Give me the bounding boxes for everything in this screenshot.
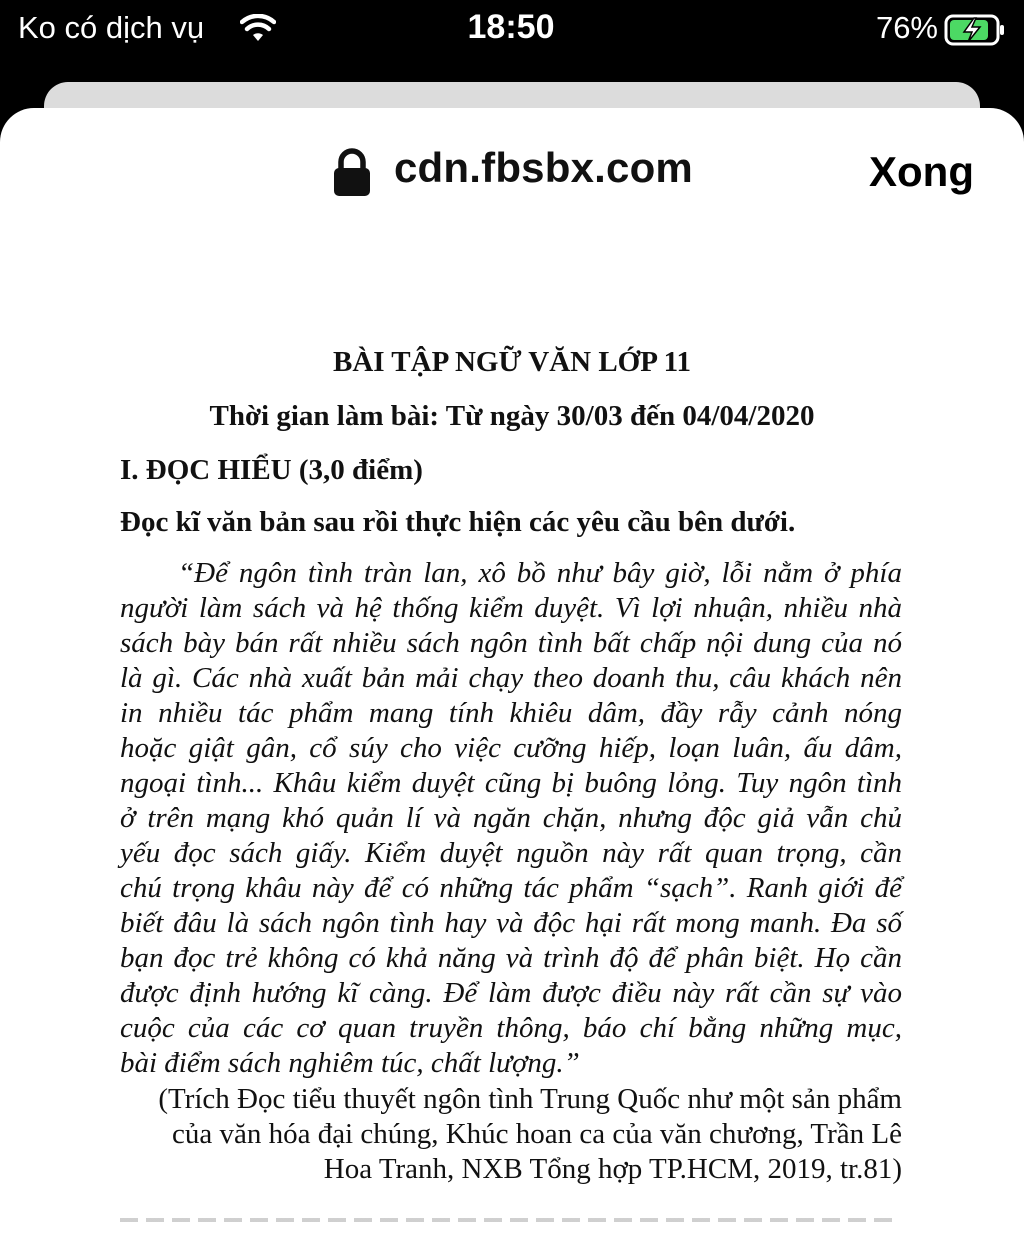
passage-line: người làm sách và hệ thống kiểm duyệt. Vì lợi nhuận, nhiều nhà [120,592,902,624]
carrier-label: Ko có dịch vụ [18,10,205,45]
url-bar[interactable] [0,138,1024,198]
citation-line: của văn hóa đại chúng, Khúc hoan ca của văn chương, Trần Lê [171,1118,902,1150]
browser-sheet [0,108,1024,1248]
clock [0,8,1024,47]
passage-line: yếu đọc sách giấy. Kiểm duyệt nguồn này rất quan trọng, cần [120,837,902,869]
passage-line: biết đâu là sách ngôn tình hay và độc hại rất mong manh. Đa số [120,907,902,939]
battery-percent: 76% [875,10,938,45]
passage-line: hoặc giật gân, cổ súy cho việc cưỡng hiếp, loạn luân, ấu dâm, [120,732,902,764]
section-heading: I. ĐỌC HIỂU (3,0 điểm) [120,454,423,486]
document-subtitle: Thời gian làm bài: Từ ngày 30/03 đến 04/04/2020 [209,400,815,432]
done-button[interactable]: Xong [869,148,974,195]
citation [120,1082,902,1187]
instruction-text: Đọc kĩ văn bản sau rồi thực hiện các yêu cầu bên dưới. [120,506,796,538]
cropped-text-line [120,1212,900,1222]
passage-line: ở trên mạng khó quản lí và ngăn chặn, nhưng độc giả vẫn chủ [120,802,902,834]
citation-line: (Trích Đọc tiểu thuyết ngôn tình Trung Quốc như một sản phẩm [158,1083,902,1115]
passage-line: là gì. Các nhà xuất bản mải chạy theo doanh thu, câu khách nên [120,662,902,694]
status-bar [0,0,1024,62]
passage-line: sách bày bán rất nhiều sách ngôn tình bất chấp nội dung của nó [120,627,902,659]
url-text: cdn.fbsbx.com [394,144,693,191]
citation-line: Hoa Tranh, NXB Tổng hợp TP.HCM, 2019, tr.81) [323,1153,902,1185]
passage-line: chú trọng khâu này để có những tác phẩm “sạch”. Ranh giới để [120,872,902,904]
passage-line: “Để ngôn tình tràn lan, xô bồ như bây giờ, lỗi nằm ở phía [178,557,902,589]
passage [120,556,902,1081]
passage-line: được định hướng kĩ càng. Để làm được điều này rất cần sự vào [120,977,902,1009]
clock-time: 18:50 [467,8,555,46]
passage-line: bạn đọc trẻ không có khả năng và trình độ để phân biệt. Họ cần [120,942,902,974]
document-title: BÀI TẬP NGỮ VĂN LỚP 11 [333,346,691,378]
lock-icon [332,148,372,198]
passage-line: bài điểm sách nghiêm túc, chất lượng.” [120,1047,580,1079]
battery-charging-icon [944,14,1006,46]
passage-line: in nhiều tác phẩm mang tính khiêu dâm, đầy rẫy cảnh nóng [120,697,902,729]
passage-line: cuộc của các cơ quan truyền thông, báo chí bằng những mục, [120,1012,902,1044]
passage-line: ngoại tình... Khâu kiểm duyệt cũng bị buông lỏng. Tuy ngôn tình [120,767,902,799]
